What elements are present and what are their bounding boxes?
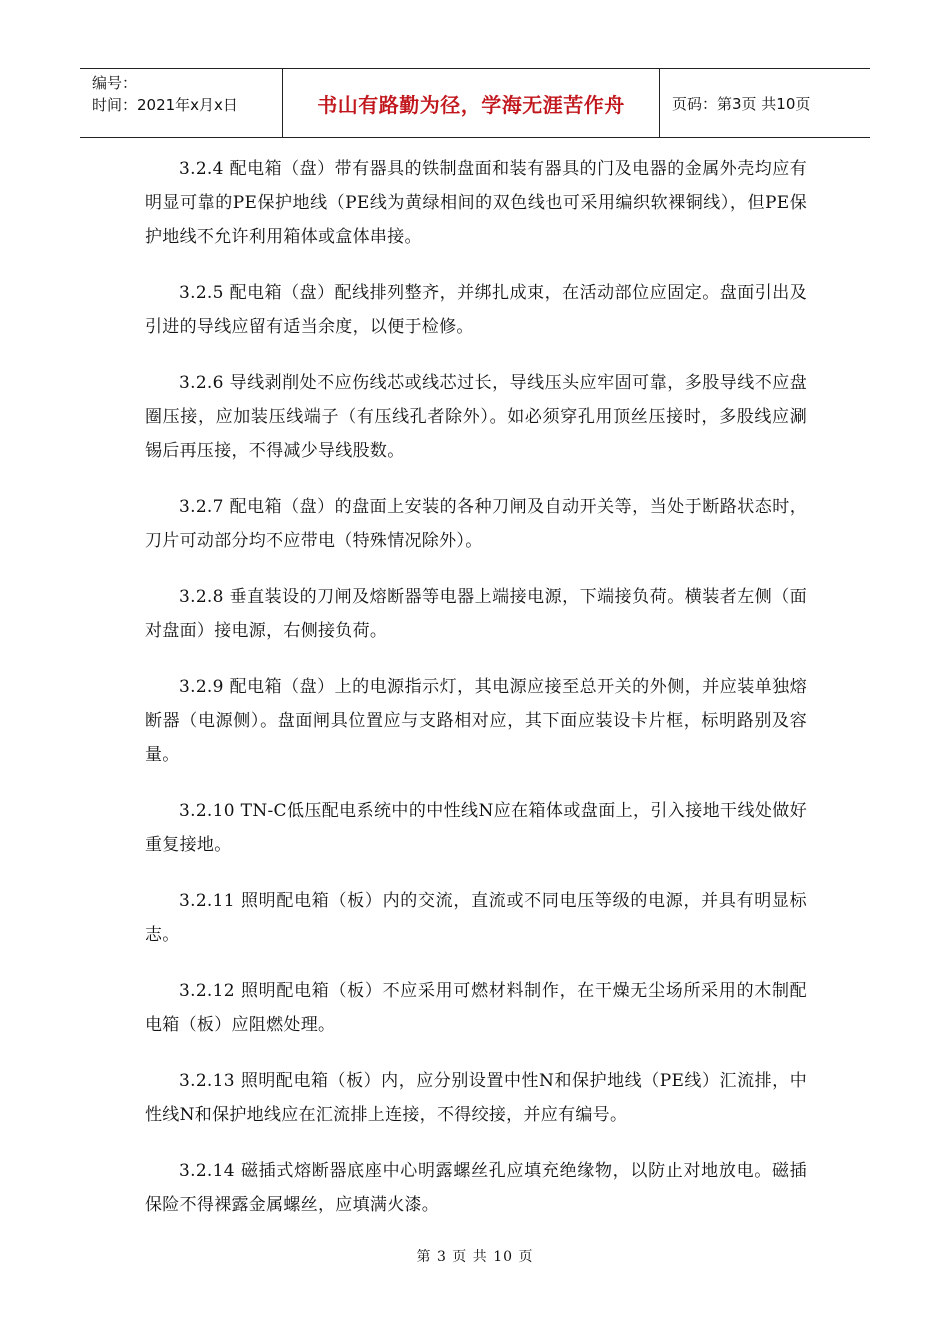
paragraph-3-2-12: 3.2.12 照明配电箱（板）不应采用可燃材料制作，在干燥无尘场所采用的木制配电箱（板）应阻燃处理。: [145, 981, 807, 1035]
paragraph-3-2-10: 3.2.10 TN-C低压配电系统中的中性线N应在箱体或盘面上，引入接地干线处做好重复接地。: [145, 801, 807, 855]
paragraph-3-2-11: 3.2.11 照明配电箱（板）内的交流，直流或不同电压等级的电源，并具有明显标志。: [145, 891, 807, 945]
header-motto: 书山有路勤为径，学海无涯苦作舟: [282, 69, 660, 137]
paragraph-3-2-13: 3.2.13 照明配电箱（板）内，应分别设置中性N和保护地线（PE线）汇流排，中性线N和保护地线应在汇流排上连接，不得绞接，并应有编号。: [145, 1071, 807, 1125]
paragraph-3-2-5: 3.2.5 配电箱（盘）配线排列整齐，并绑扎成束，在活动部位应固定。盘面引出及引进的导线应留有适当余度，以便于检修。: [145, 283, 807, 337]
paragraph-3-2-7: 3.2.7 配电箱（盘）的盘面上安装的各种刀闸及自动开关等，当处于断路状态时，刀片可动部分均不应带电（特殊情况除外）。: [145, 497, 807, 551]
document-body: [145, 152, 807, 1244]
header-meta: [80, 69, 282, 137]
paragraph-3-2-6: 3.2.6 导线剥削处不应伤线芯或线芯过长，导线压头应牢固可靠，多股导线不应盘圈压接，应加装压线端子（有压线孔者除外）。如必须穿孔用顶丝压接时，多股线应涮锡后再压接，不得减少导线股数。: [145, 373, 807, 461]
page-footer: 第 3 页 共 10 页: [416, 1249, 534, 1265]
time-label: 时间：2021年x月x日: [92, 96, 238, 114]
page-header: [80, 68, 870, 138]
header-page-info: 页码：第3页 共10页: [672, 94, 811, 113]
paragraph-3-2-4: 3.2.4 配电箱（盘）带有器具的铁制盘面和装有器具的门及电器的金属外壳均应有明显可靠的PE保护地线（PE线为黄绿相间的双色线也可采用编织软裸铜线），但PE保护地线不允许利用箱体或盒体串接。: [145, 159, 807, 247]
paragraph-3-2-14: 3.2.14 磁插式熔断器底座中心明露螺丝孔应填充绝缘物，以防止对地放电。磁插保险不得裸露金属螺丝，应填满火漆。: [145, 1161, 807, 1215]
number-label: 编号：: [92, 74, 138, 92]
paragraph-3-2-9: 3.2.9 配电箱（盘）上的电源指示灯，其电源应接至总开关的外侧，并应装单独熔断器（电源侧）。盘面闸具位置应与支路相对应，其下面应装设卡片框，标明路别及容量。: [145, 677, 807, 765]
paragraph-3-2-8: 3.2.8 垂直装设的刀闸及熔断器等电器上端接电源，下端接负荷。横装者左侧（面对盘面）接电源，右侧接负荷。: [145, 587, 807, 641]
